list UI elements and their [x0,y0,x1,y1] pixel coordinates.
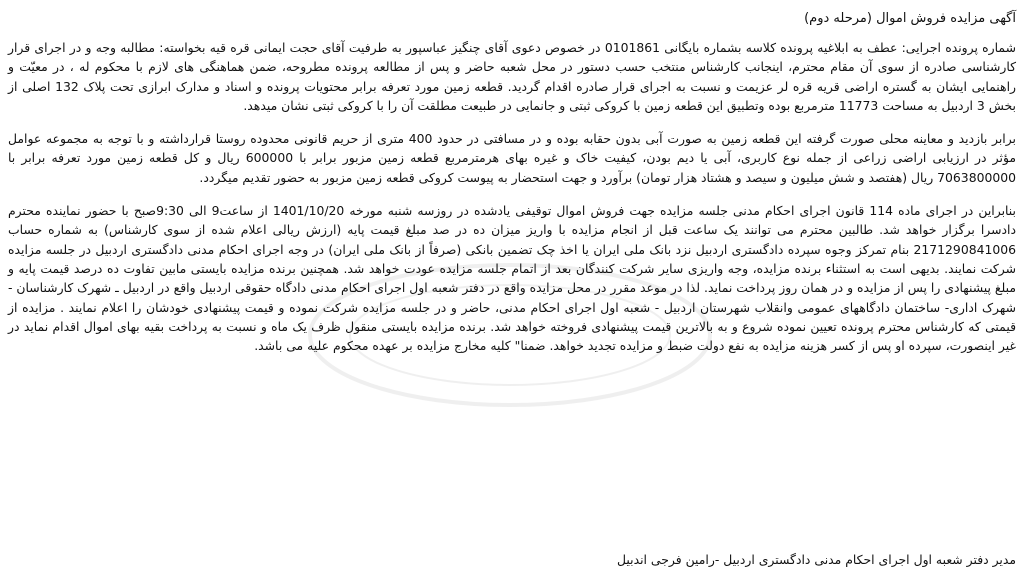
paragraph-valuation: برابر بازدید و معاینه محلی صورت گرفته این قطعه زمین به صورت آبی بدون حقابه بوده و در مسافتی در حدود 400 متری از حریم قانونی محدوده روستا قرارداشته و با توجه به مجموعه عوامل مؤثر در ارزیابی اراضی زراعی از جمله نوع کاربری، آبی یا دیم بودن، کیفیت خاک و غیره بهای هرمترمربع قطعه زمین مزبور برابر با 600000 ریال و کل قطعه زمین مورد تعرفه برابر با 7063800000 ریال (هفتصد و شش میلیون و سیصد و هشتاد هزار تومان) برآورد و جهت استحضار به پیوست کروکی قطعه زمین مزبور به حضور تقدیم میگردد. [8,131,1017,185]
notice-title: آگهی مزایده فروش اموال (مرحله دوم) [804,11,1016,26]
paragraph-auction-terms: بنابراین در اجرای ماده 114 قانون اجرای احکام مدنی جلسه مزایده جهت فروش اموال توقیفی یادشده در روزسه شنبه مورخه 1401/10/20 از ساعت9 الی 9:30صبح با حضور نماینده محترم دادسرا برگزار خواهد شد. طالبین محترم می توانند یک ساعت قبل از انجام مزایده با واریز میزان ده در صد مبلغ قیمت پایه (ارزش ریالی اعلام شده از سوی کارشناس) به شماره حساب 2171290841006 بنام تمرکز وجوه سپرده دادگستری اردبیل نزد بانک ملی ایران یا اخذ چک تضمین بانکی (صرفاً از بانک ملی ایران) در وجه اجرای احکام مدنی دادگستری اردبیل در جلسه مزایده شرکت نمایند. بدیهی است به استثناء برنده مزایده، وجه واریزی سایر شرکت کنندگان بعد از اتمام جلسه مزایده عودت خواهد شد. همچنین برنده مزایده بایستی مابین تفاوت ده درصد قیمت پایه و مبلغ پیشنهادی را پس از مزایده و در همان روز پرداخت نماید. لذا در موعد مقرر در محل مزایده واقع در دفتر شعبه اول اجرای احکام مدنی دادگاه حقوقی اردبیل واقع در اردبیل ـ شهرک کارشناسان - شهرک اداری- ساختمان دادگاههای عمومی وانقلاب شهرستان اردبیل - شعبه اول اجرای احکام مدنی، حاضر و در جلسه مزایده شرکت نموده و قیمت پیشنهادی خودشان را اعلام نمایند . مزایده از قیمتی که کارشناس محترم پرونده تعیین نموده شروع و به بالاترین قیمت پیشنهادی فروخته خواهد شد. برنده مزایده بایستی منقول ظرف یک ماه و نسبت به پرداخت بقیه بهای اموال اقدام نماید در غیر اینصورت، سپرده او پس از کسر هزینه مزایده به نفع دولت ضبط و مزایده تجدید خواهد. ضمنا" کلیه مخارج مزایده بر عهده محکوم علیه می باشد. [8,203,1016,354]
paragraph-case-description: شماره پرونده اجرایی: عطف به ابلاغیه پرونده کلاسه بشماره بایگانی 0101861 در خصوص دعوی آقای چنگیز عباسپور به طرفیت آقای حجت ایمانی قره قیه بخواسته: مطالبه وجه و در اجرای قرار کارشناسی صادره از سوی آن مقام محترم، اینجانب کارشناس منتخب حسب دستور در محل شعبه حاضر و پس از مطالعه پرونده مطروحه، ضمن هماهنگی های لازم با محکوم له ، در معیّت و راهنمایی ایشان به گستره اراضی قریه قره لر عزیمت و نسبت به اجرای قرار صادره اقدام گردید. قطعه زمین مورد تعرفه برابر محتویات پرونده و اسناد و مدارک ابرازی تحت پلاک 132 اصلی از بخش 3 اردبیل به مساحت 11773 مترمربع بوده وتطبیق این قطعه زمین با کروکی ثبتی و جانمایی در طبیعت مطلقت آن را با کروکی ثبتی نشان میدهد. [8,40,1016,113]
signature-line: مدیر دفتر شعبه اول اجرای احکام مدنی دادگستری اردبیل -رامین فرجی اندبیل [617,552,1016,567]
